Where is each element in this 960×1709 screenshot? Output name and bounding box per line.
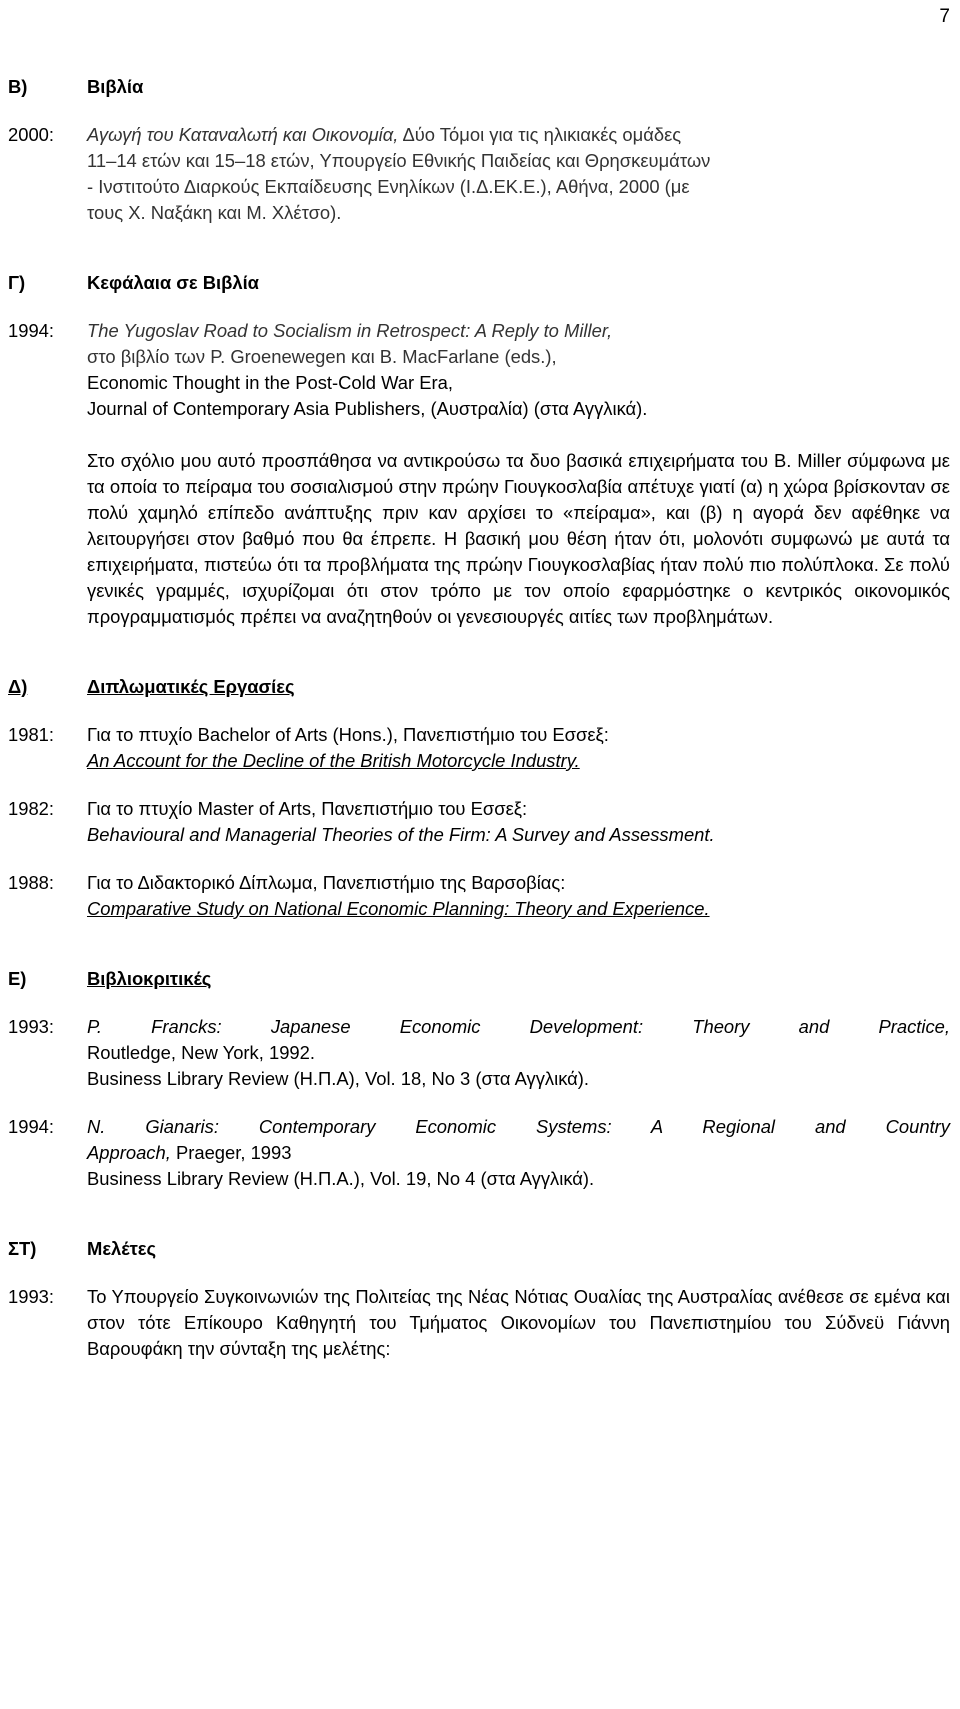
entry-line: Business Library Review (Η.Π.Α.), Vol. 19, No 4 (στα Αγγλικά). (87, 1168, 595, 1189)
section-title: Βιβλιοκριτικές (87, 968, 212, 989)
entry-year: 1994: (8, 1116, 55, 1137)
entry-year: 1994: (8, 320, 55, 341)
entry-body (87, 122, 950, 226)
section-letter: Ε) (8, 968, 27, 989)
review-entry (8, 1114, 950, 1192)
entry-body (87, 318, 950, 630)
entry-line: 11–14 ετών και 15–18 ετών, Υπουργείο Εθνικής Παιδείας και Θρησκευμάτων (87, 150, 711, 171)
entry-title: Behavioural and Managerial Theories of the Firm: A Survey and Assessment. (87, 824, 715, 845)
entry-body (87, 796, 950, 848)
entry-year: 1993: (8, 1016, 55, 1037)
section-title: Βιβλία (87, 76, 144, 97)
entry-year: 1982: (8, 798, 55, 819)
entry-summary-paragraph: Στο σχόλιο μου αυτό προσπάθησα να αντικρούσω τα δυο βασικά επιχειρήματα του B. Miller σύμφωνα με τα οποία το πείραμα του σοσιαλισμού στην πρώην Γιουγκοσλαβία απέτυχε γιατί (α) η χώρα βρίσκονταν σε πολύ χαμηλό επίπεδο ανάπτυξης πριν καν αρχίσει το «πείραμα», και (β) η αγορά δεν αφέθηκε να λειτουργήσει στον βαθμό που θα έπρεπε. Η βασική μου θέση ήταν ότι, μολονότι συμφωνώ με αυτά τα επιχειρήματα, πιστεύω ότι τα προβλήματα της πρώην Γιουγκοσλαβίας ήταν πολύ πιο πολύπλοκα. Σε πολύ γενικές γραμμές, ισχυρίζομαι ότι στον τρόπο με τον οποίο εφαρμόστηκε ο κεντρικός οικονομικός προγραμματισμός πρέπει να αναζητηθούν οι γενεσιουργές αιτίες των προβλημάτων. (87, 450, 950, 627)
entry-line: Για το πτυχίο Master of Arts, Πανεπιστήμιο του Εσσεξ: (87, 798, 528, 819)
entry-title: The Yugoslav Road to Socialism in Retrospect: A Reply to Miller, (87, 320, 613, 341)
section-letter: ΣΤ) (8, 1238, 37, 1259)
section-heading-theses (8, 674, 950, 700)
study-entry (8, 1284, 950, 1362)
review-entry (8, 1014, 950, 1092)
page-number: 7 (939, 6, 950, 27)
entry-year: 2000: (8, 124, 55, 145)
entry-line: Για το Διδακτορικό Δίπλωμα, Πανεπιστήμιο της Βαρσοβίας: (87, 872, 566, 893)
thesis-entry (8, 796, 950, 848)
entry-line: - Ινστιτούτο Διαρκούς Εκπαίδευσης Ενηλίκων (Ι.Δ.ΕΚ.Ε.), Αθήνα, 2000 (με (87, 176, 690, 197)
section-letter: Δ) (8, 676, 28, 697)
entry-line: Journal of Contemporary Asia Publishers, (Αυστραλία) (στα Αγγλικά). (87, 398, 648, 419)
entry-title: An Account for the Decline of the British Motorcycle Industry. (87, 750, 580, 771)
entry-body (87, 870, 950, 922)
entry-line: Routledge, New York, 1992. (87, 1042, 315, 1063)
entry-text: Το Υπουργείο Συγκοινωνιών της Πολιτείας της Νέας Νότιας Ουαλίας της Αυστραλίας ανέθεσε σε εμένα και στον τότε Επίκουρο Καθηγητή του Τμήματος Οικονομίων του Πανεπιστημίου του Σύδνεϋ Γιάννη Βαρουφάκη την σύνταξη της μελέτης: (87, 1286, 950, 1359)
document-page (8, 74, 950, 1362)
entry-line: τους Χ. Ναξάκη και Μ. Χλέτσο). (87, 202, 342, 223)
entry-text: Praeger, 1993 (170, 1142, 292, 1163)
entry-body (87, 1014, 950, 1092)
section-letter: Β) (8, 76, 28, 97)
entry-line (87, 122, 950, 148)
entry-title: P. Francks: Japanese Economic Development: Theory and Practice, (87, 1016, 950, 1037)
entry-line: στο βιβλίο των P. Groenewegen και B. MacFarlane (eds.), (87, 346, 557, 367)
section-title: Διπλωματικές Εργασίες (87, 676, 295, 697)
thesis-entry (8, 870, 950, 922)
entry-line: Για το πτυχίο Bachelor of Arts (Hons.), Πανεπιστήμιο του Εσσεξ: (87, 724, 609, 745)
entry-line (87, 1140, 950, 1166)
entry-title: N. Gianaris: Contemporary Economic Systems: A Regional and Country (87, 1116, 950, 1137)
entry-year: 1981: (8, 724, 55, 745)
entry-line: Economic Thought in the Post-Cold War Era, (87, 372, 453, 393)
entry-line: Business Library Review (Η.Π.Α), Vol. 18, No 3 (στα Αγγλικά). (87, 1068, 590, 1089)
thesis-entry (8, 722, 950, 774)
section-heading-chapters (8, 270, 950, 296)
entry-body (87, 1114, 950, 1192)
entry-body (87, 722, 950, 774)
entry-text: Δύο Τόμοι για τις ηλικιακές ομάδες (398, 124, 682, 145)
entry-year: 1988: (8, 872, 55, 893)
section-title: Κεφάλαια σε Βιβλία (87, 272, 259, 293)
entry-title: Αγωγή του Καταναλωτή και Οικονομία, (87, 124, 399, 145)
chapters-entry-1994 (8, 318, 950, 630)
entry-title: Approach, (87, 1142, 171, 1163)
section-title: Μελέτες (87, 1238, 157, 1259)
entry-title: Comparative Study on National Economic Planning: Theory and Experience. (87, 898, 710, 919)
section-heading-reviews (8, 966, 950, 992)
section-heading-books (8, 74, 950, 100)
books-entry-2000 (8, 122, 950, 226)
entry-year: 1993: (8, 1286, 55, 1307)
section-heading-studies (8, 1236, 950, 1262)
section-letter: Γ) (8, 272, 26, 293)
